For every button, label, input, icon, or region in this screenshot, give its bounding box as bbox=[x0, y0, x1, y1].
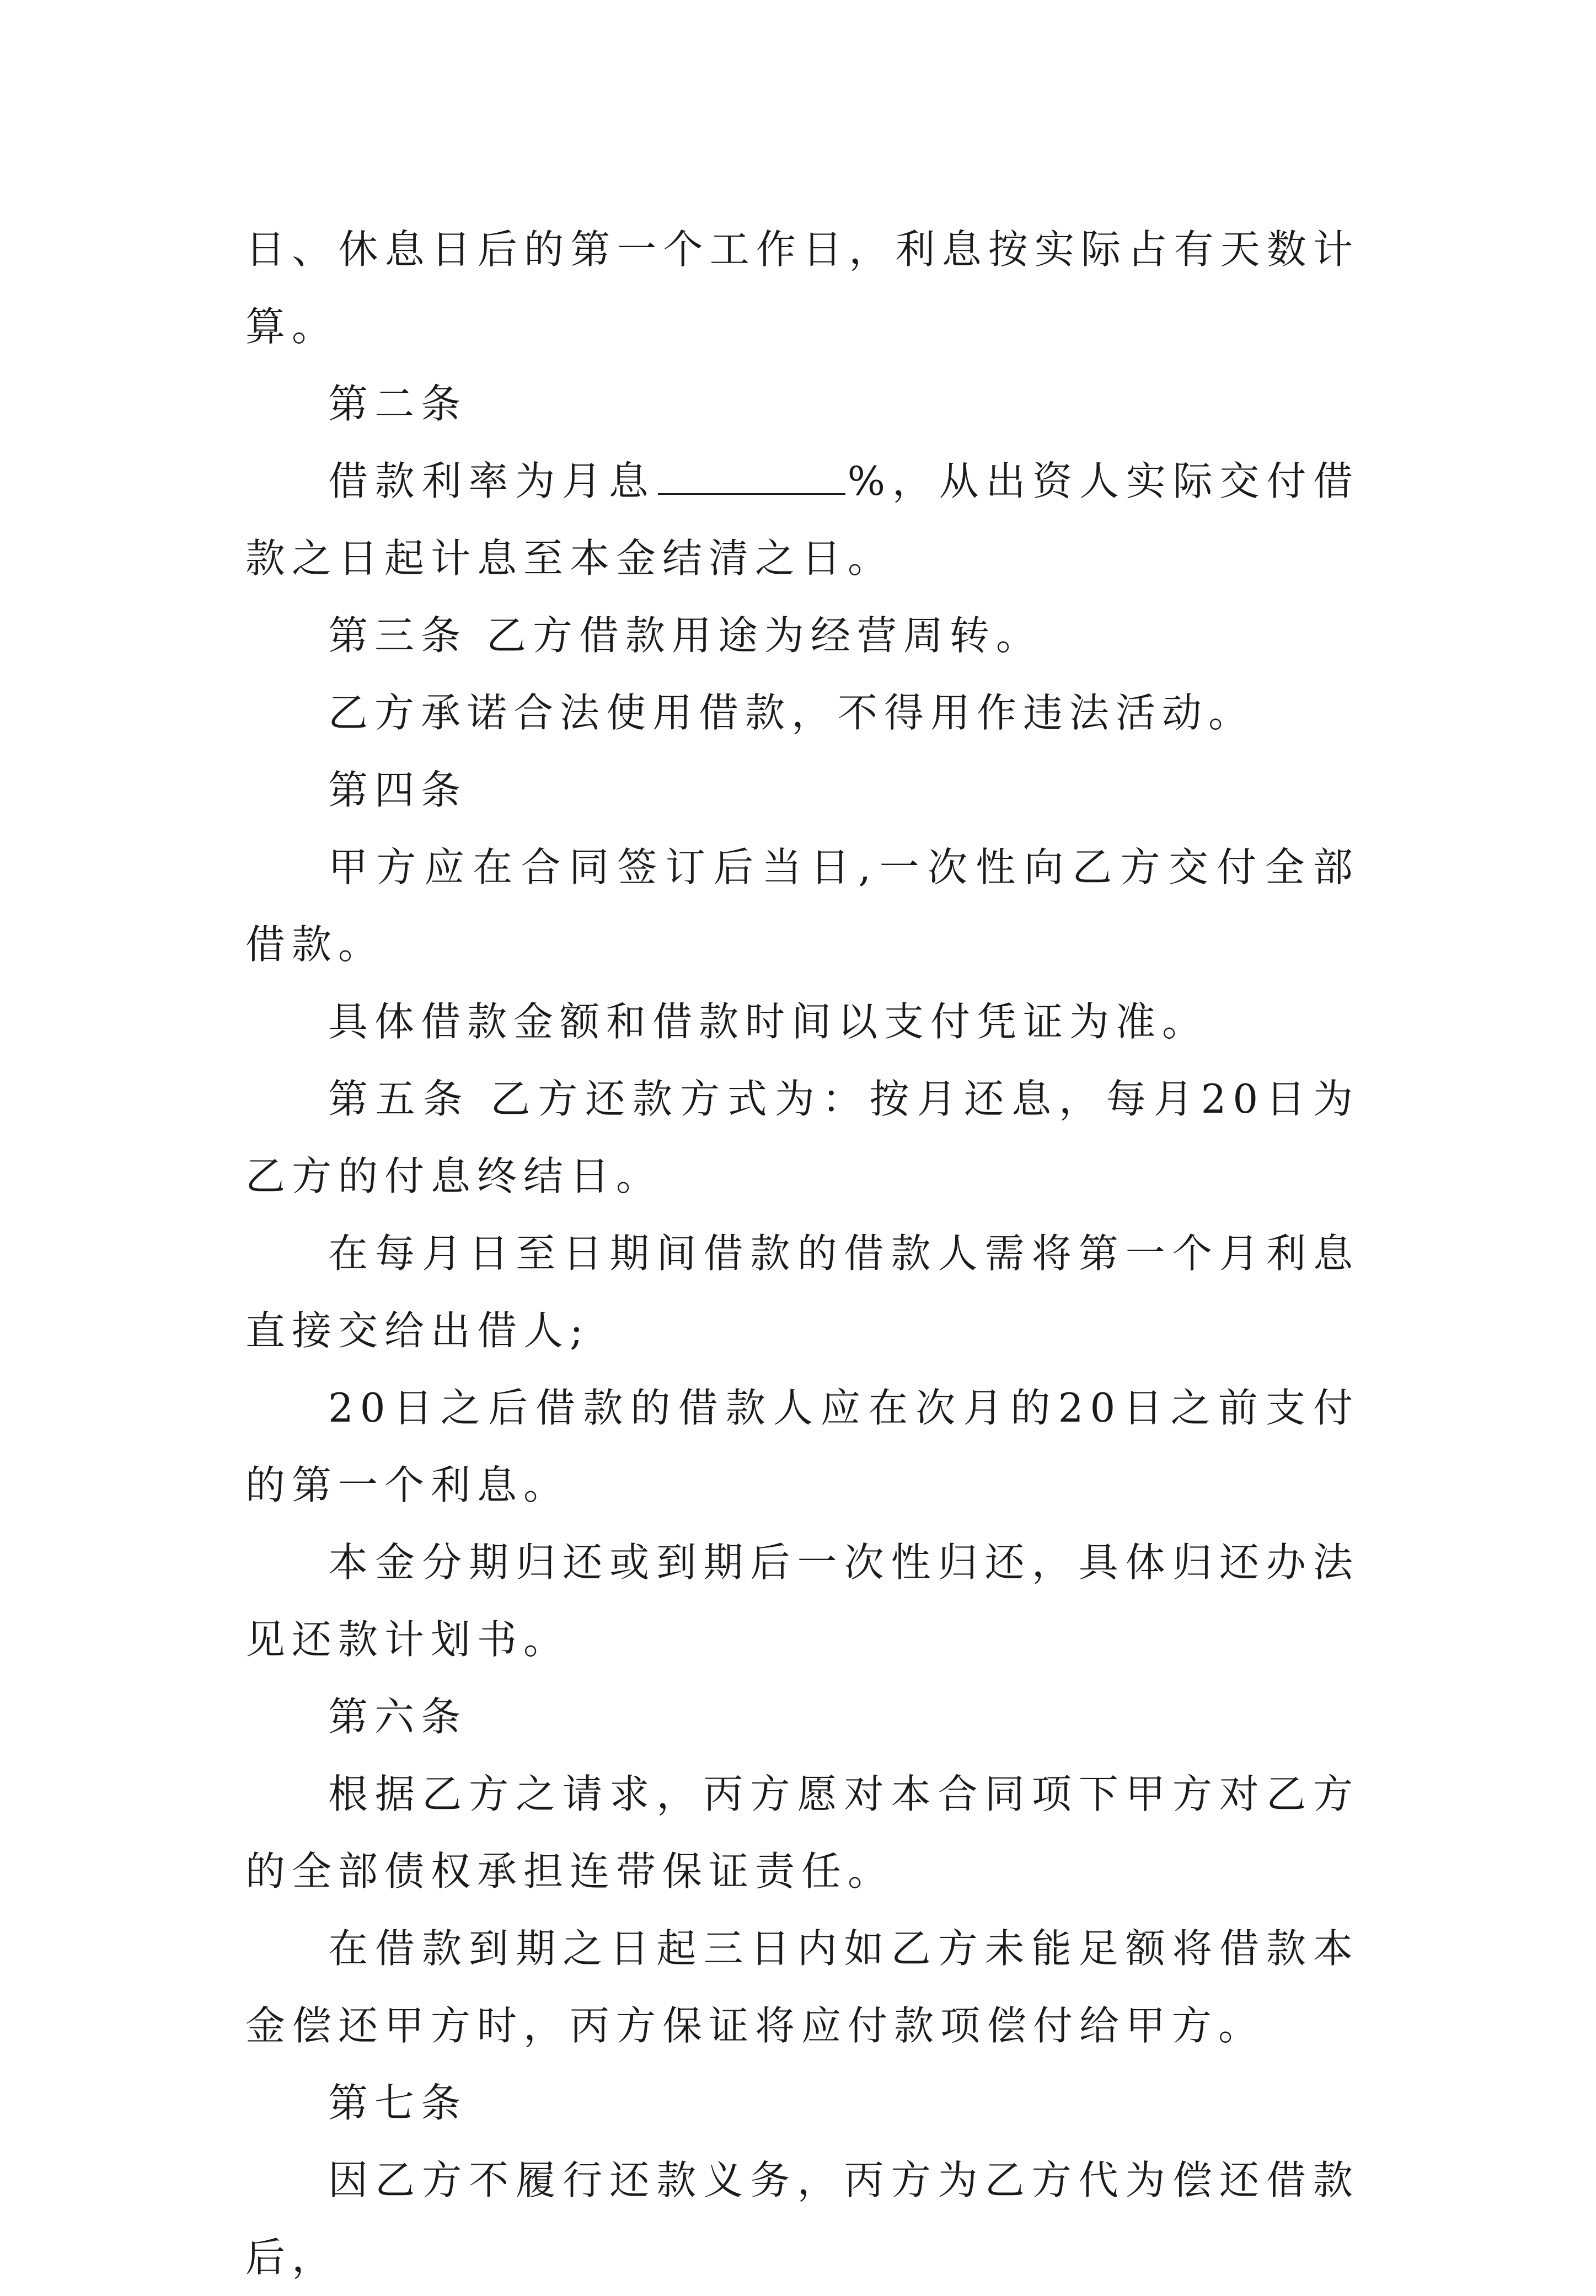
paragraph-continuation: 日、休息日后的第一个工作日，利息按实际占有天数计算。 bbox=[245, 226, 1359, 350]
article-3-paragraph: 第三条 乙方借款用途为经营周转。 bbox=[328, 612, 1042, 659]
article-6-heading: 第六条 bbox=[328, 1694, 468, 1740]
interest-rate-blank bbox=[658, 459, 845, 495]
payment-voucher-paragraph: 具体借款金额和借款时间以支付凭证为准。 bbox=[328, 999, 1209, 1045]
document-body bbox=[245, 211, 1359, 2296]
article-4-heading: 第四条 bbox=[328, 767, 468, 813]
delivery-paragraph: 甲方应在合同签订后当日,一次性向乙方交付全部借款。 bbox=[245, 844, 1359, 968]
article-7-heading: 第七条 bbox=[328, 2080, 468, 2126]
interest-rate-paragraph bbox=[245, 442, 1359, 597]
first-interest-paragraph: 在每月日至日期间借款的借款人需将第一个月利息直接交给出借人; bbox=[245, 1230, 1359, 1354]
principal-repayment-paragraph: 本金分期归还或到期后一次性归还，具体归还办法见还款计划书。 bbox=[245, 1539, 1359, 1663]
guarantee-paragraph: 根据乙方之请求，丙方愿对本合同项下甲方对乙方的全部债权承担连带保证责任。 bbox=[245, 1771, 1359, 1894]
article-2-heading: 第二条 bbox=[328, 381, 468, 427]
guarantor-payment-paragraph: 在借款到期之日起三日内如乙方未能足额将借款本金偿还甲方时，丙方保证将应付款项偿付给甲方。 bbox=[245, 1925, 1359, 2049]
article-7-paragraph: 因乙方不履行还款义务，丙方为乙方代为偿还借款后， bbox=[245, 2157, 1359, 2281]
after-20th-paragraph: 20日之后借款的借款人应在次月的20日之前支付的第一个利息。 bbox=[245, 1385, 1359, 1508]
article-5-paragraph: 第五条 乙方还款方式为：按月还息，每月20日为乙方的付息终结日。 bbox=[245, 1076, 1359, 1199]
lawful-use-paragraph: 乙方承诺合法使用借款，不得用作违法活动。 bbox=[328, 690, 1255, 736]
interest-rate-rest: %，从出资人实际交付借款之日起计息至本金结清之日。 bbox=[245, 458, 1359, 581]
interest-rate-label: 借款利率为月息 bbox=[328, 458, 656, 504]
